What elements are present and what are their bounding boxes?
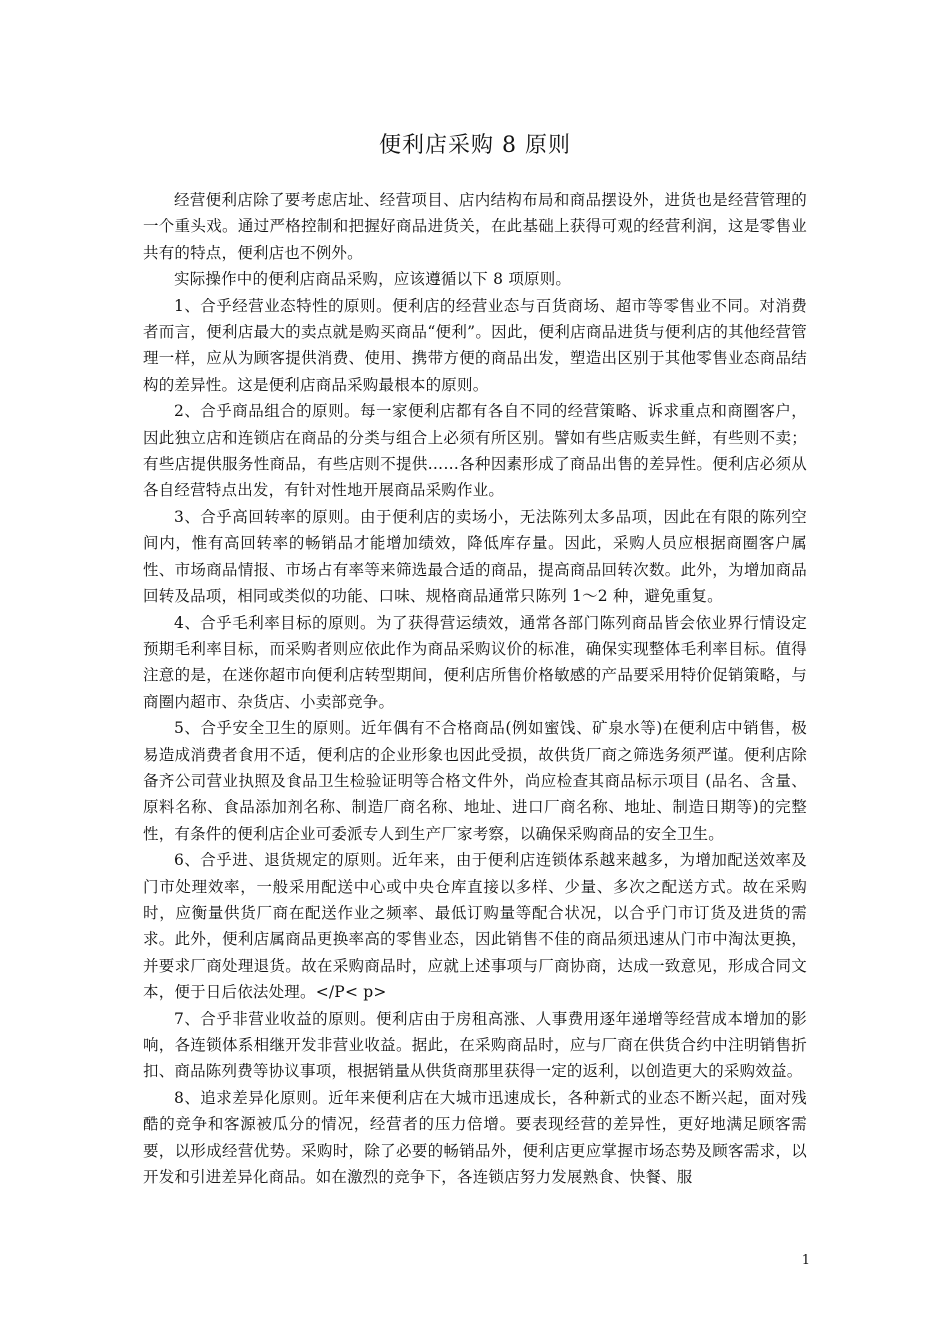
document-body — [143, 187, 807, 1190]
paragraph-principle-6: 6、合乎进、退货规定的原则。近年来，由于便利店连锁体系越来越多，为增加配送效率及门市处理效率，一般采用配送中心或中央仓库直接以多样、少量、多次之配送方式。故在采购时，应衡量供货厂商在配送作业之频率、最低订购量等配合状况，以合乎门市订货及进货的需求。此外，便利店属商品更换率高的零售业态，因此销售不佳的商品须迅速从门市中淘汰更换，并要求厂商处理退货。故在采购商品时，应就上述事项与厂商协商，达成一致意见，形成合同文本，便于日后依法处理。</P< p> — [143, 851, 807, 1002]
paragraph-principle-8: 8、追求差异化原则。近年来便利店在大城市迅速成长，各种新式的业态不断兴起，面对残酷的竞争和客源被瓜分的情况，经营者的压力倍增。要表现经营的差异性，更好地满足顾客需要，以形成经营优势。采购时，除了必要的畅销品外，便利店更应掌握市场态势及顾客需求，以开发和引进差异化商品。如在激烈的竞争下，各连锁店努力发展熟食、快餐、服 — [143, 1088, 807, 1187]
paragraph-principles-intro: 实际操作中的便利店商品采购，应该遵循以下 8 项原则。 — [174, 270, 572, 289]
paragraph-principle-1: 1、合乎经营业态特性的原则。便利店的经营业态与百货商场、超市等零售业不同。对消费者而言，便利店最大的卖点就是购买商品“便利”。因此，便利店商品进货与便利店的其他经营管理一样，应从为顾客提供消费、使用、携带方便的商品出发，塑造出区别于其他零售业态商品结构的差异性。这是便利店商品采购最根本的原则。 — [143, 296, 807, 394]
paragraph-principle-2: 2、合乎商品组合的原则。每一家便利店都有各自不同的经营策略、诉求重点和商圈客户，因此独立店和连锁店在商品的分类与组合上必须有所区别。譬如有些店贩卖生鲜，有些则不卖；有些店提供服务性商品，有些店则不提供……各种因素形成了商品出售的差异性。便利店必须从各自经营特点出发，有针对性地开展商品采购作业。 — [143, 402, 807, 500]
page-number: 1 — [801, 1253, 810, 1268]
paragraph-principle-7: 7、合乎非营业收益的原则。便利店由于房租高涨、人事费用逐年递增等经营成本增加的影响，各连锁体系相继开发非营业收益。据此，在采购商品时，应与厂商在供货合约中注明销售折扣、商品陈列费等协议事项，根据销量从供货商那里获得一定的返利，以创造更大的采购效益。 — [143, 1009, 807, 1081]
paragraph-principle-5: 5、合乎安全卫生的原则。近年偶有不合格商品(例如蜜饯、矿泉水等)在便利店中销售，极易造成消费者食用不适，便利店的企业形象也因此受损，故供货厂商之筛选务须严谨。便利店除备齐公司营业执照及食品卫生检验证明等合格文件外，尚应检查其商品标示项目 (品名、含量、原料名称、食品添加剂名称、制造厂商名称、地址、进口厂商名称、地址、制造日期等)的完整性，有条件的便利店企业可委派专人到生产厂家考察，以确保采购商品的安全卫生。 — [143, 719, 807, 843]
paragraph-principle-3: 3、合乎高回转率的原则。由于便利店的卖场小，无法陈列太多品项，因此在有限的陈列空间内，惟有高回转率的畅销品才能增加绩效，降低库存量。因此，采购人员应根据商圈客户属性、市场商品情报、市场占有率等来筛选最合适的商品，提高商品回转次数。此外，为增加商品回转及品项，相同或类似的功能、口味、规格商品通常只陈列 1～2 种，避免重复。 — [143, 507, 807, 606]
paragraph-principle-4: 4、合乎毛利率目标的原则。为了获得营运绩效，通常各部门陈列商品皆会依业界行情设定预期毛利率目标，而采购者则应依此作为商品采购议价的标准，确保实现整体毛利率目标。值得注意的是，在迷你超市向便利店转型期间，便利店所售价格敏感的产品要采用特价促销策略，与商圈内超市、杂货店、小卖部竞争。 — [143, 613, 807, 711]
document-title: 便利店采购 8 原则 — [379, 133, 571, 158]
paragraph-intro: 经营便利店除了要考虑店址、经营项目、店内结构布局和商品摆设外，进货也是经营管理的一个重头戏。通过严格控制和把握好商品进货关，在此基础上获得可观的经营利润，这是零售业共有的特点，便利店也不例外。 — [143, 191, 807, 262]
